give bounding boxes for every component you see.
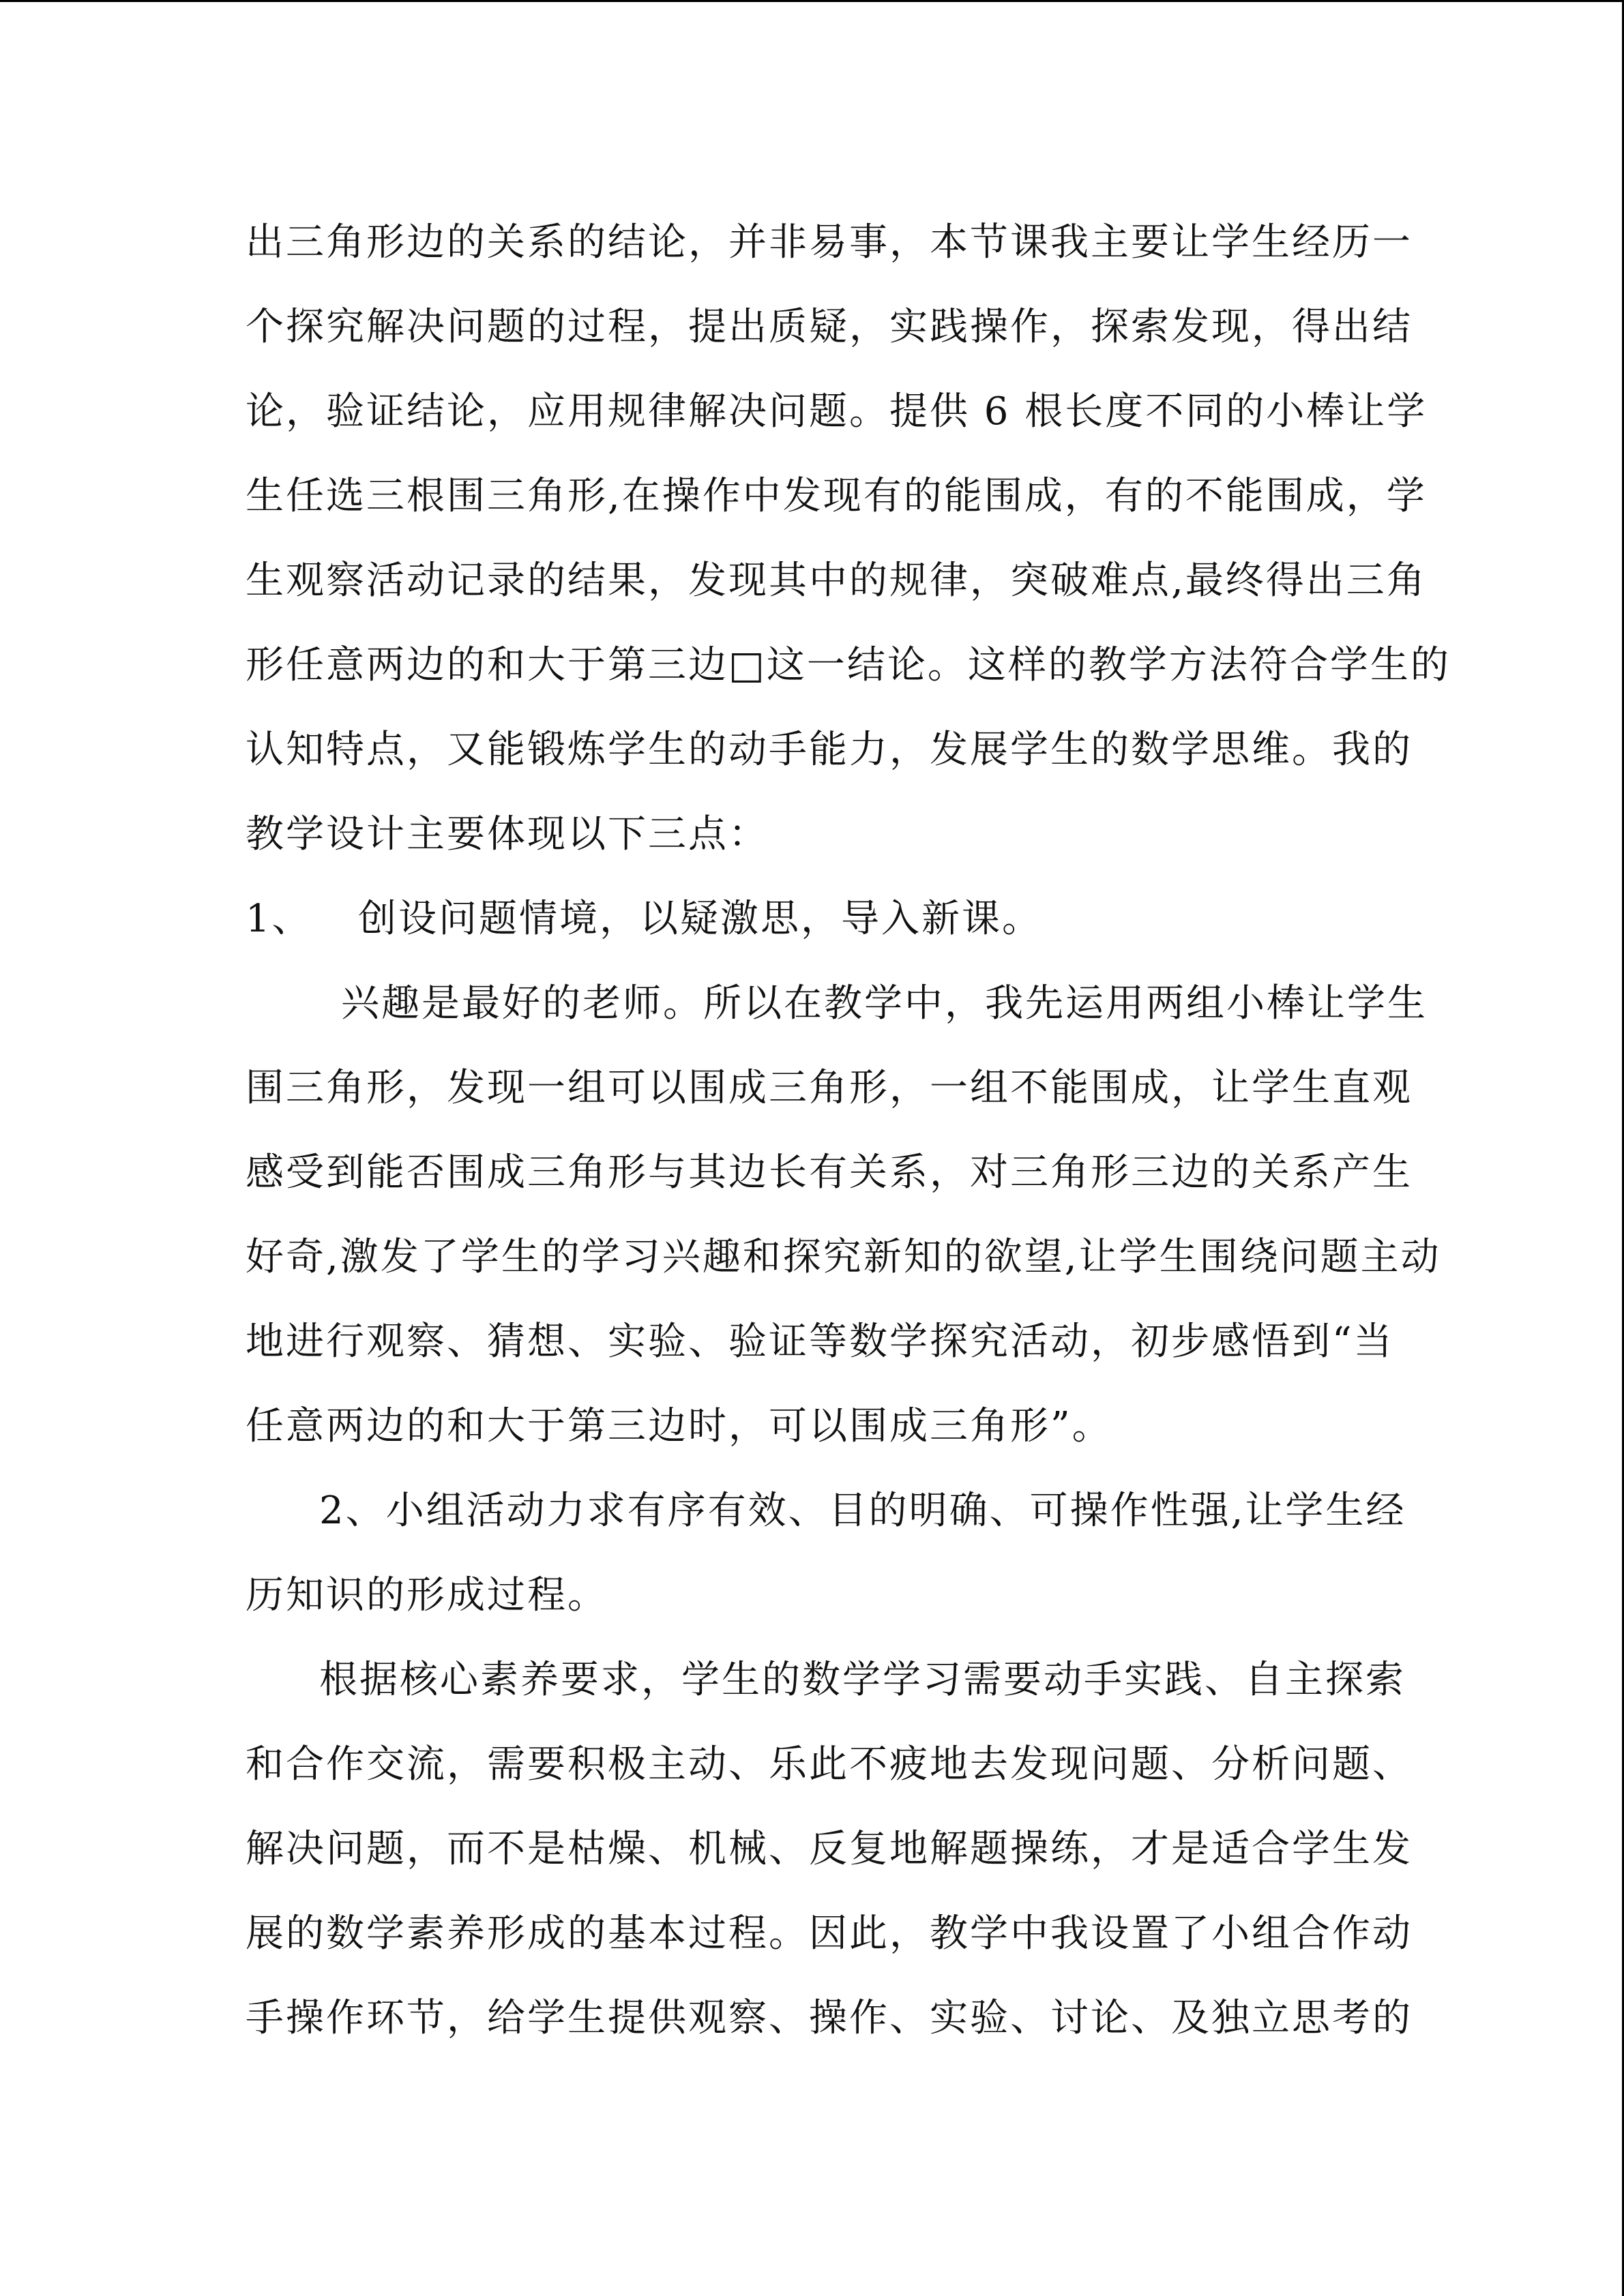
- text-line: 好奇,激发了学生的学习兴趣和探究新知的欲望,让学生围绕问题主动: [246, 1235, 1441, 1279]
- text-line: 感受到能否围成三角形与其边长有关系，对三角形三边的关系产生: [246, 1150, 1413, 1195]
- text-line: 论，验证结论，应用规律解决问题。提供 6 根长度不同的小棒让学: [246, 389, 1428, 434]
- page-border-top: [0, 0, 1624, 2]
- text-line: 地进行观察、猜想、实验、验证等数学探究活动，初步感悟到“当: [246, 1320, 1394, 1364]
- list-heading: 创设问题情境，以疑激思，导入新课。: [358, 897, 1042, 941]
- text-line: 个探究解决问题的过程，提出质疑，实践操作，探索发现，得出结: [246, 305, 1413, 349]
- list-number: 1、: [246, 897, 312, 941]
- text-line: 手操作环节，给学生提供观察、操作、实验、讨论、及独立思考的: [246, 1996, 1413, 2040]
- text-line: 形任意两边的和大于第三边□这一结论。这样的教学方法符合学生的: [246, 643, 1451, 687]
- paragraph-first-line: 根据核心素养要求，学生的数学学习需要动手实践、自主探索: [319, 1658, 1406, 1702]
- text-line: 展的数学素养形成的基本过程。因此，教学中我设置了小组合作动: [246, 1911, 1413, 1956]
- text-line: 认知特点，又能锻炼学生的动手能力，发展学生的数学思维。我的: [246, 728, 1413, 772]
- text-line: 历知识的形成过程。: [246, 1573, 608, 1617]
- text-line: 生任选三根围三角形,在操作中发现有的能围成，有的不能围成，学: [246, 474, 1427, 518]
- text-line: 和合作交流，需要积极主动、乐此不疲地去发现问题、分析问题、: [246, 1742, 1413, 1787]
- text-line: 教学设计主要体现以下三点：: [246, 812, 769, 856]
- text-line: 任意两边的和大于第三边时，可以围成三角形”。: [246, 1404, 1112, 1448]
- text-line: 生观察活动记录的结果，发现其中的规律，突破难点,最终得出三角: [246, 558, 1427, 603]
- text-line: 围三角形，发现一组可以围成三角形，一组不能围成，让学生直观: [246, 1066, 1413, 1110]
- text-line: 出三角形边的关系的结论，并非易事，本节课我主要让学生经历一: [246, 220, 1413, 265]
- list-heading: 2、小组活动力求有序有效、目的明确、可操作性强,让学生经: [319, 1489, 1406, 1533]
- text-line: 解决问题，而不是枯燥、机械、反复地解题操练，才是适合学生发: [246, 1827, 1413, 1871]
- paragraph-first-line: 兴趣是最好的老师。所以在教学中，我先运用两组小棒让学生: [341, 981, 1428, 1026]
